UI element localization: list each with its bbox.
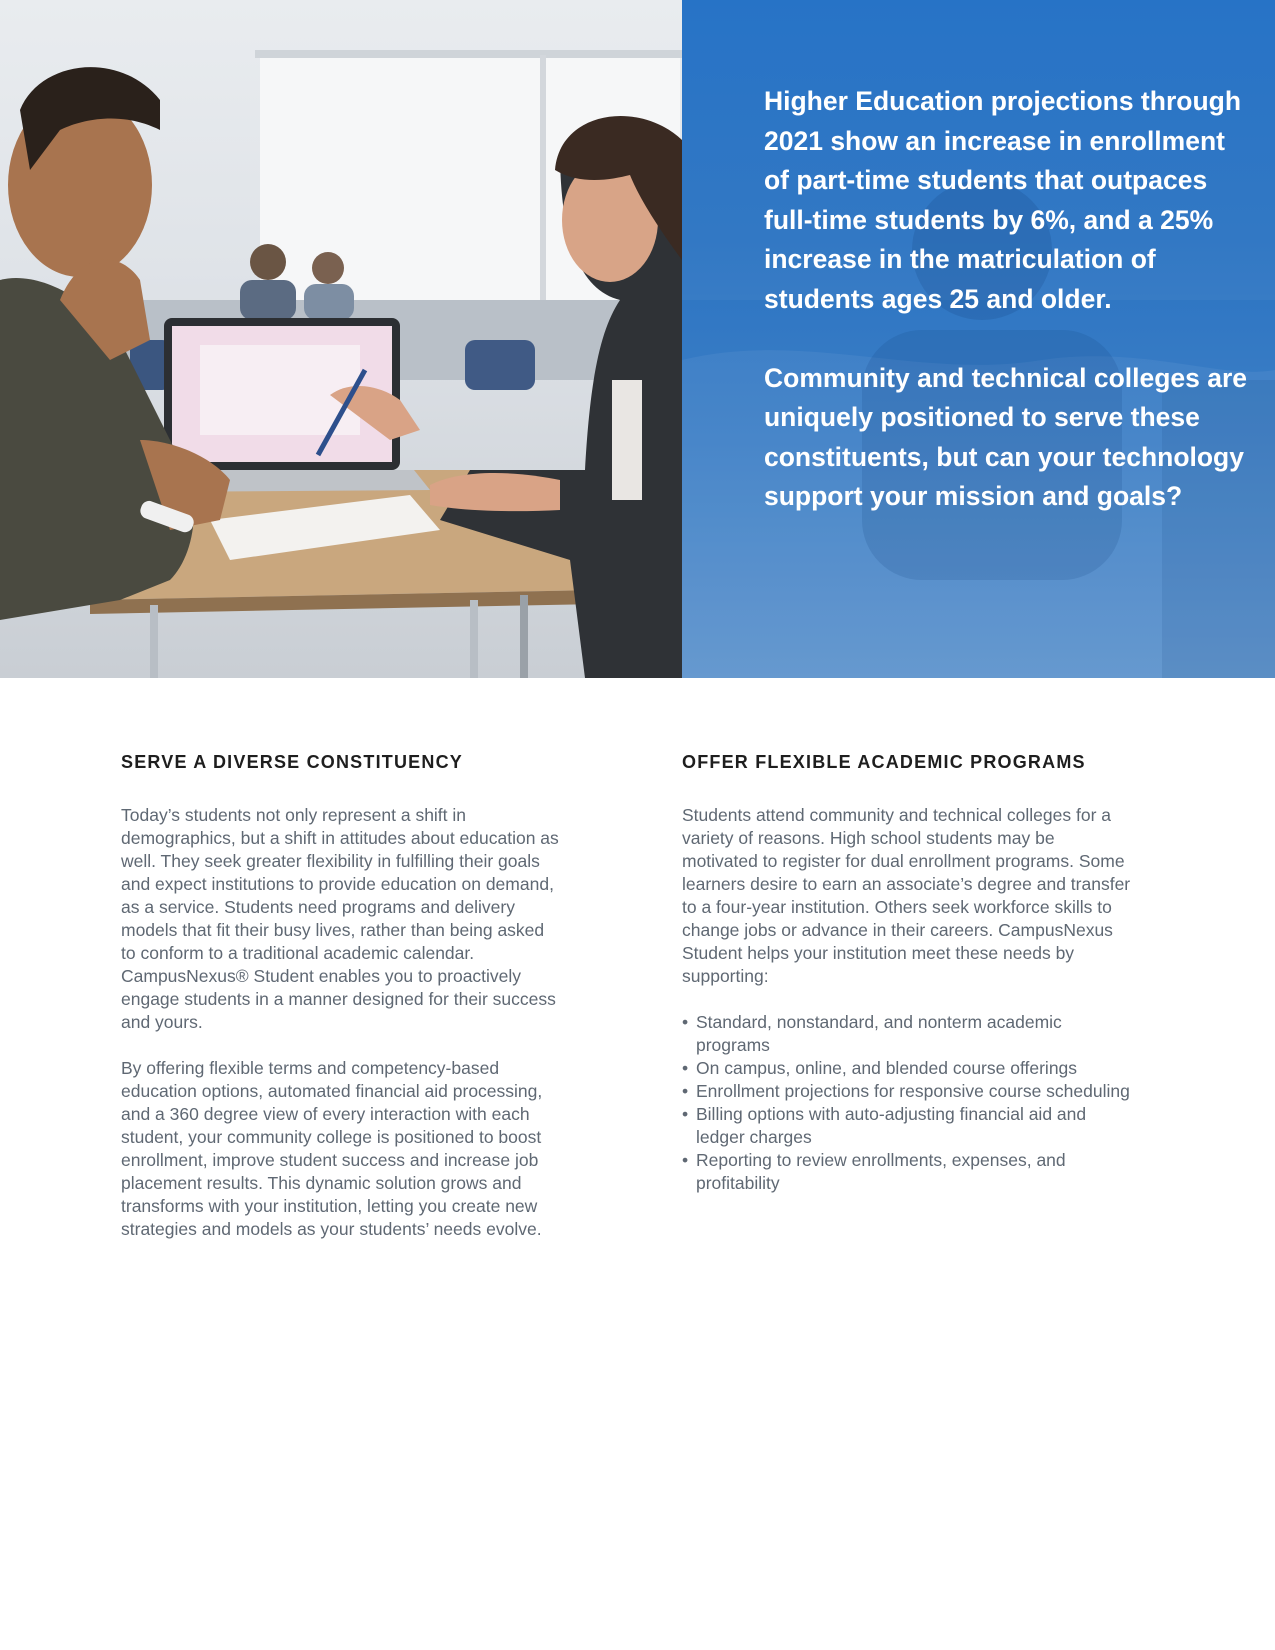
hero-statement [764,82,1254,517]
list-item: • Enrollment projections for responsive course scheduling [682,1080,1132,1103]
body-paragraph: By offering flexible terms and competency-based education options, automated financial aid processing, and a 360 degree view of every interaction with each student, your community college is positioned to boost enrollment, improve student success and increase job placement results. This dynamic solution grows and transforms with your institution, letting you create new strategies and models as your students’ needs evolve. [121,1058,543,1239]
body-paragraph: Students attend community and technical colleges for a variety of reasons. High school students may be motivated to register for dual enrollment programs. Some learners desire to earn an associate’s degree and transfer to a four-year institution. Others seek workforce skills to change jobs or advance in their careers. CampusNexus Student helps your institution meet these needs by supporting: [682,805,1131,986]
flexible-programs-section [682,750,1132,1195]
feature-list [682,1011,1132,1195]
hero-section [0,0,1275,678]
list-item: • Standard, nonstandard, and nonterm academic programs [682,1011,1132,1057]
list-item: • Reporting to review enrollments, expenses, and profitability [682,1149,1132,1195]
diverse-constituency-section [121,750,561,1241]
hero-paragraph-2: Community and technical colleges are uniquely positioned to serve these constituents, but can your technology support your mission and goals? [764,362,1248,512]
body-paragraph: Today’s students not only represent a shift in demographics, but a shift in attitudes about education as well. They seek greater flexibility in fulfilling their goals and expect institutions to provide education on demand, as a service. Students need programs and delivery models that fit their busy lives, rather than being asked to conform to a traditional academic calendar. CampusNexus® Student enables you to proactively engage students in a manner designed for their success and yours. [121,805,559,1032]
section-heading: SERVE A DIVERSE CONSTITUENCY [121,752,463,772]
hero-paragraph-1: Higher Education projections through 2021 show an increase in enrollment of part-time students that outpaces full-time students by 6%, and a 25% increase in the matriculation of students ages 25 and older. [764,86,1241,314]
hero-blue-panel [682,0,1275,678]
section-heading: OFFER FLEXIBLE ACADEMIC PROGRAMS [682,752,1086,772]
classroom-illustration [0,0,682,678]
list-item: • Billing options with auto-adjusting financial aid and ledger charges [682,1103,1132,1149]
list-item: • On campus, online, and blended course offerings [682,1057,1132,1080]
classroom-photo [0,0,682,678]
